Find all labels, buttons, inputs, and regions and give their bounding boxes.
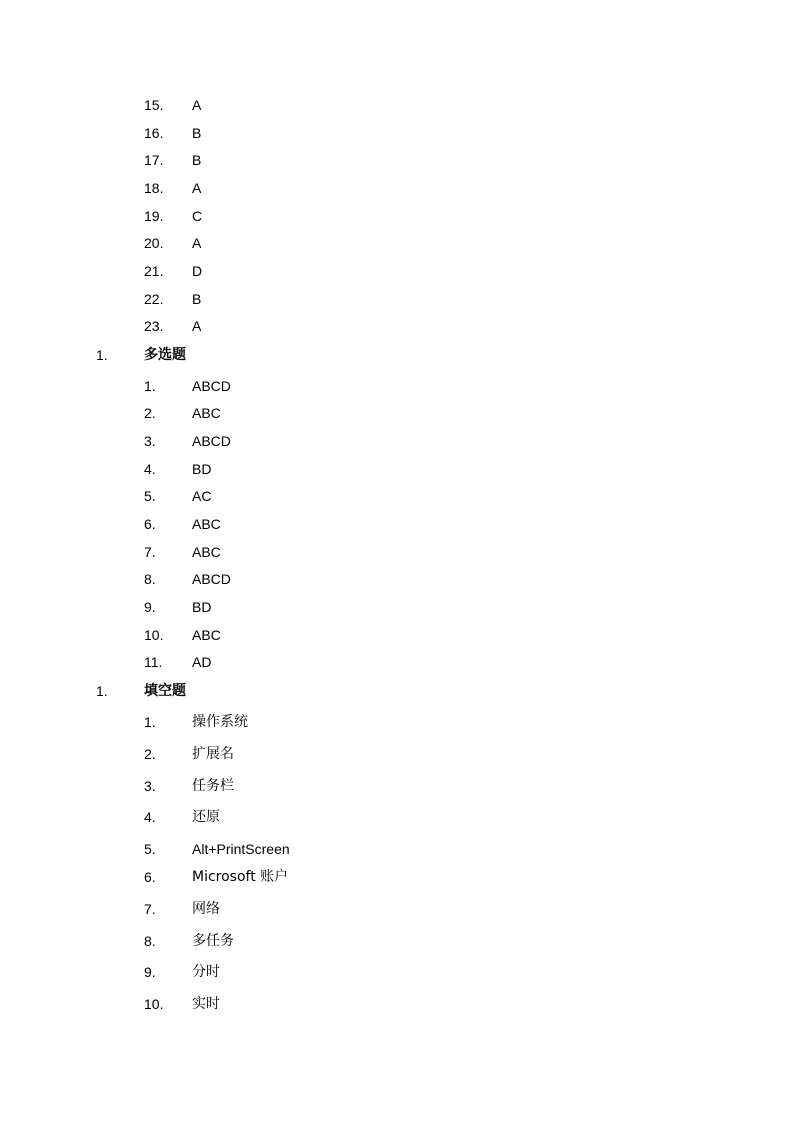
item-number: 23. [144, 318, 164, 334]
item-answer: A [192, 235, 202, 251]
item-answer: 实时 [192, 996, 220, 1012]
item-number: 22. [144, 291, 164, 307]
item-number: 4. [144, 809, 156, 825]
item-number: 6. [144, 516, 156, 532]
item-number: 2. [144, 746, 156, 762]
item-number: 4. [144, 461, 156, 477]
item-answer: A [192, 318, 202, 334]
item-number: 7. [144, 901, 156, 917]
heading-number: 1. [96, 683, 108, 699]
item-answer: 多任务 [192, 933, 234, 949]
item-number: 20. [144, 235, 164, 251]
item-number: 21. [144, 263, 164, 279]
item-answer: ABCD [192, 378, 231, 394]
item-number: 17. [144, 152, 164, 168]
item-number: 11. [144, 654, 163, 670]
item-number: 8. [144, 571, 156, 587]
item-answer: BD [192, 599, 212, 615]
heading-number: 1. [96, 347, 108, 363]
item-answer: B [192, 152, 202, 168]
item-answer: A [192, 180, 202, 196]
item-number: 10. [144, 627, 164, 643]
item-number: 10. [144, 996, 164, 1012]
item-answer: 分时 [192, 964, 220, 980]
item-answer: ABC [192, 544, 221, 560]
item-answer: 操作系统 [192, 714, 248, 730]
item-answer: AD [192, 654, 212, 670]
item-answer: 还原 [192, 809, 220, 825]
heading-title: 多选题 [144, 347, 186, 363]
item-answer: ABC [192, 516, 221, 532]
item-answer: BD [192, 461, 212, 477]
heading-title: 填空题 [144, 683, 186, 699]
item-number: 6. [144, 869, 156, 885]
item-answer: D [192, 263, 203, 279]
item-number: 1. [144, 714, 156, 730]
item-number: 3. [144, 433, 156, 449]
item-number: 9. [144, 964, 156, 980]
item-number: 19. [144, 208, 164, 224]
item-answer: 任务栏 [192, 778, 234, 794]
item-answer: B [192, 291, 202, 307]
item-answer: AC [192, 488, 212, 504]
item-number: 1. [144, 378, 156, 394]
item-number: 5. [144, 488, 156, 504]
item-number: 15. [144, 97, 164, 113]
item-answer: B [192, 125, 202, 141]
item-answer: Alt+PrintScreen [192, 841, 290, 857]
item-number: 9. [144, 599, 156, 615]
item-number: 16. [144, 125, 164, 141]
item-answer: ABC [192, 405, 221, 421]
item-number: 18. [144, 180, 164, 196]
item-answer: ABCD [192, 433, 231, 449]
item-answer: 扩展名 [192, 746, 234, 762]
item-number: 2. [144, 405, 156, 421]
item-number: 8. [144, 933, 156, 949]
item-number: 7. [144, 544, 156, 560]
item-number: 5. [144, 841, 156, 857]
item-answer: C [192, 208, 203, 224]
item-answer: 网络 [192, 901, 220, 917]
item-number: 3. [144, 778, 156, 794]
item-answer: A [192, 97, 202, 113]
item-answer: Microsoft 账户 [192, 869, 289, 885]
item-answer: ABC [192, 627, 221, 643]
item-answer: ABCD [192, 571, 231, 587]
